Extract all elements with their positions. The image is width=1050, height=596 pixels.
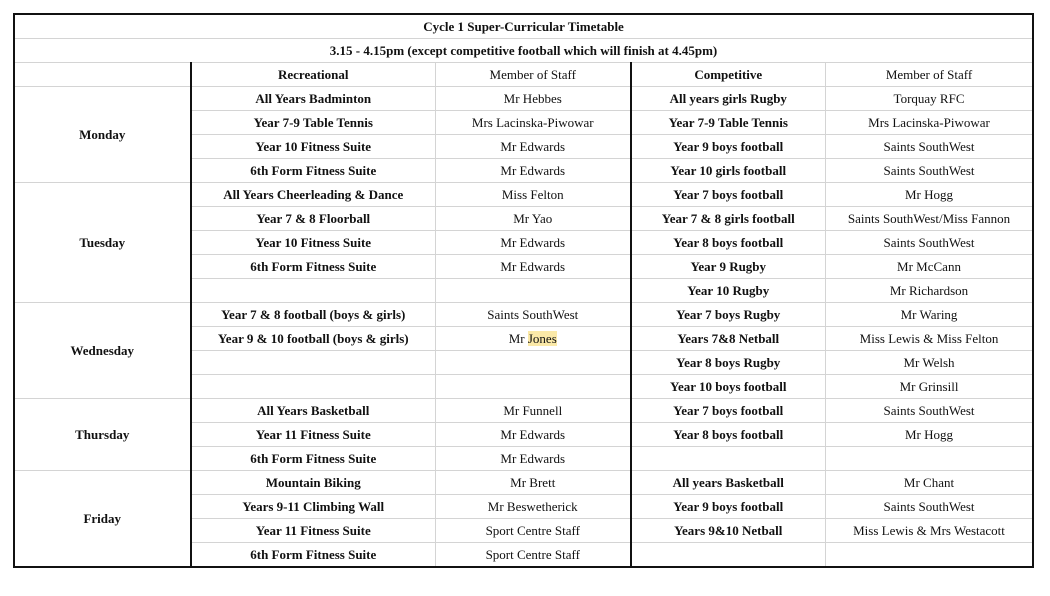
competitive-activity: Year 7 boys football xyxy=(631,399,826,423)
competitive-activity: Year 10 boys football xyxy=(631,375,826,399)
competitive-activity: Year 7 boys football xyxy=(631,183,826,207)
title-row xyxy=(15,15,1033,39)
recreational-activity: Year 11 Fitness Suite xyxy=(191,423,436,447)
recreational-staff: Mr Brett xyxy=(436,471,631,495)
competitive-activity: Year 7 & 8 girls football xyxy=(631,207,826,231)
table-row xyxy=(15,303,1033,327)
recreational-activity: 6th Form Fitness Suite xyxy=(191,543,436,567)
table-row xyxy=(15,399,1033,423)
recreational-activity: Year 7 & 8 Floorball xyxy=(191,207,436,231)
recreational-staff: Mr Edwards xyxy=(436,423,631,447)
recreational-activity xyxy=(191,279,436,303)
header-competitive: Competitive xyxy=(631,63,826,87)
competitive-activity: Year 8 boys football xyxy=(631,423,826,447)
table-row xyxy=(15,183,1033,207)
recreational-activity: Mountain Biking xyxy=(191,471,436,495)
competitive-staff: Mrs Lacinska-Piwowar xyxy=(826,111,1033,135)
competitive-activity: Year 8 boys football xyxy=(631,231,826,255)
competitive-activity: All years girls Rugby xyxy=(631,87,826,111)
recreational-activity xyxy=(191,375,436,399)
recreational-activity: Years 9-11 Climbing Wall xyxy=(191,495,436,519)
competitive-activity xyxy=(631,447,826,471)
header-recreational: Recreational xyxy=(191,63,436,87)
recreational-staff: Sport Centre Staff xyxy=(436,543,631,567)
recreational-staff xyxy=(436,351,631,375)
competitive-staff: Saints SouthWest xyxy=(826,399,1033,423)
competitive-activity: Year 10 Rugby xyxy=(631,279,826,303)
recreational-staff: Mr Yao xyxy=(436,207,631,231)
recreational-staff xyxy=(436,327,631,351)
recreational-activity: Year 10 Fitness Suite xyxy=(191,135,436,159)
day-label-thursday: Thursday xyxy=(15,399,191,471)
recreational-activity: All Years Badminton xyxy=(191,87,436,111)
competitive-activity: All years Basketball xyxy=(631,471,826,495)
recreational-activity: Year 7 & 8 football (boys & girls) xyxy=(191,303,436,327)
recreational-staff: Miss Felton xyxy=(436,183,631,207)
competitive-activity xyxy=(631,543,826,567)
timetable-subtitle: 3.15 - 4.15pm (except competitive football which will finish at 4.45pm) xyxy=(15,39,1033,63)
competitive-activity: Years 9&10 Netball xyxy=(631,519,826,543)
day-label-wednesday: Wednesday xyxy=(15,303,191,399)
day-label-tuesday: Tuesday xyxy=(15,183,191,303)
competitive-staff: Saints SouthWest xyxy=(826,159,1033,183)
competitive-staff xyxy=(826,447,1033,471)
recreational-activity: 6th Form Fitness Suite xyxy=(191,447,436,471)
recreational-activity: Year 7-9 Table Tennis xyxy=(191,111,436,135)
competitive-staff: Miss Lewis & Mrs Westacott xyxy=(826,519,1033,543)
recreational-activity: Year 11 Fitness Suite xyxy=(191,519,436,543)
timetable xyxy=(14,14,1033,567)
recreational-activity: All Years Cheerleading & Dance xyxy=(191,183,436,207)
competitive-activity: Year 7 boys Rugby xyxy=(631,303,826,327)
timetable-title: Cycle 1 Super-Curricular Timetable xyxy=(15,15,1033,39)
recreational-staff xyxy=(436,279,631,303)
competitive-staff: Mr Grinsill xyxy=(826,375,1033,399)
column-header-row xyxy=(15,63,1033,87)
competitive-staff: Mr Hogg xyxy=(826,183,1033,207)
table-row xyxy=(15,87,1033,111)
competitive-staff: Torquay RFC xyxy=(826,87,1033,111)
header-staff-recreational: Member of Staff xyxy=(436,63,631,87)
competitive-activity: Year 10 girls football xyxy=(631,159,826,183)
recreational-staff: Mrs Lacinska-Piwowar xyxy=(436,111,631,135)
recreational-activity xyxy=(191,351,436,375)
day-label-friday: Friday xyxy=(15,471,191,567)
recreational-staff: Sport Centre Staff xyxy=(436,519,631,543)
recreational-staff: Mr Edwards xyxy=(436,231,631,255)
recreational-staff: Mr Edwards xyxy=(436,447,631,471)
competitive-staff: Saints SouthWest xyxy=(826,231,1033,255)
competitive-staff: Mr McCann xyxy=(826,255,1033,279)
corner-cell xyxy=(15,63,191,87)
recreational-activity: Year 10 Fitness Suite xyxy=(191,231,436,255)
header-staff-competitive: Member of Staff xyxy=(826,63,1033,87)
day-label-monday: Monday xyxy=(15,87,191,183)
recreational-activity: All Years Basketball xyxy=(191,399,436,423)
recreational-activity: 6th Form Fitness Suite xyxy=(191,159,436,183)
subtitle-row xyxy=(15,39,1033,63)
competitive-staff: Mr Richardson xyxy=(826,279,1033,303)
recreational-activity: Year 9 & 10 football (boys & girls) xyxy=(191,327,436,351)
recreational-staff: Mr Beswetherick xyxy=(436,495,631,519)
competitive-activity: Year 7-9 Table Tennis xyxy=(631,111,826,135)
competitive-staff: Mr Hogg xyxy=(826,423,1033,447)
recreational-staff xyxy=(436,375,631,399)
competitive-staff: Mr Chant xyxy=(826,471,1033,495)
recreational-staff: Mr Funnell xyxy=(436,399,631,423)
competitive-staff xyxy=(826,543,1033,567)
competitive-staff: Miss Lewis & Miss Felton xyxy=(826,327,1033,351)
table-row xyxy=(15,471,1033,495)
competitive-activity: Year 9 boys football xyxy=(631,495,826,519)
recreational-activity: 6th Form Fitness Suite xyxy=(191,255,436,279)
recreational-staff: Mr Edwards xyxy=(436,135,631,159)
recreational-staff: Mr Hebbes xyxy=(436,87,631,111)
competitive-activity: Year 9 Rugby xyxy=(631,255,826,279)
competitive-staff: Mr Welsh xyxy=(826,351,1033,375)
competitive-activity: Years 7&8 Netball xyxy=(631,327,826,351)
competitive-staff: Saints SouthWest xyxy=(826,135,1033,159)
highlighted-text: Jones xyxy=(527,331,557,346)
competitive-activity: Year 8 boys Rugby xyxy=(631,351,826,375)
recreational-staff: Mr Edwards xyxy=(436,159,631,183)
recreational-staff: Mr Edwards xyxy=(436,255,631,279)
recreational-staff: Saints SouthWest xyxy=(436,303,631,327)
competitive-staff: Saints SouthWest/Miss Fannon xyxy=(826,207,1033,231)
competitive-staff: Mr Waring xyxy=(826,303,1033,327)
staff-name-prefix: Mr xyxy=(508,331,528,346)
competitive-activity: Year 9 boys football xyxy=(631,135,826,159)
competitive-staff: Saints SouthWest xyxy=(826,495,1033,519)
